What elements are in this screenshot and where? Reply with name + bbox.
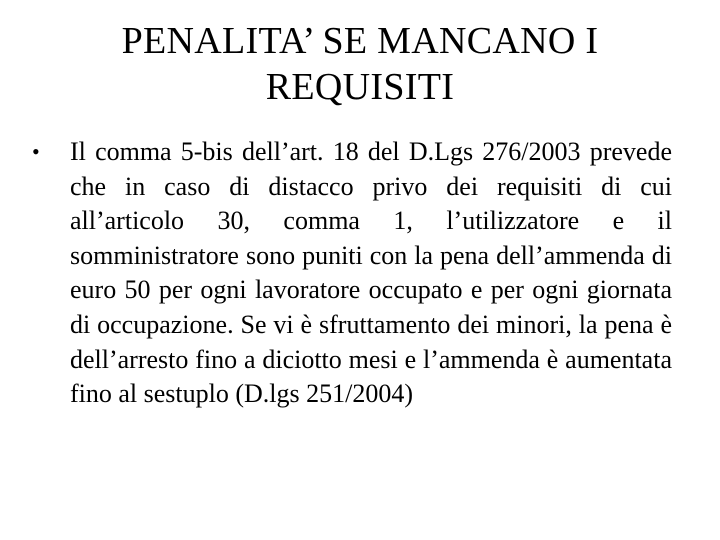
- bullet-list: [32, 135, 672, 412]
- bullet-text: Il comma 5-bis dell’art. 18 del D.Lgs 276/2003 prevede che in caso di distacco privo dei requisiti di cui all’articolo 30, comma 1, l’utilizzatore e il somministratore sono puniti con la pena dell’ammenda di euro 50 per ogni lavoratore occupato e per ogni giornata di occupazione. Se vi è sfruttamento dei minori, la pena è dell’arresto fino a diciotto mesi e l’ammenda è aumentata fino al sestuplo (D.lgs 251/2004): [70, 137, 672, 409]
- bullet-icon: •: [32, 139, 40, 164]
- slide-title: [30, 18, 690, 110]
- bullet-item: [32, 135, 672, 412]
- slide-title-line-1: PENALITA’ SE MANCANO I: [121, 20, 599, 62]
- slide-title-line-2: REQUISITI: [265, 66, 455, 108]
